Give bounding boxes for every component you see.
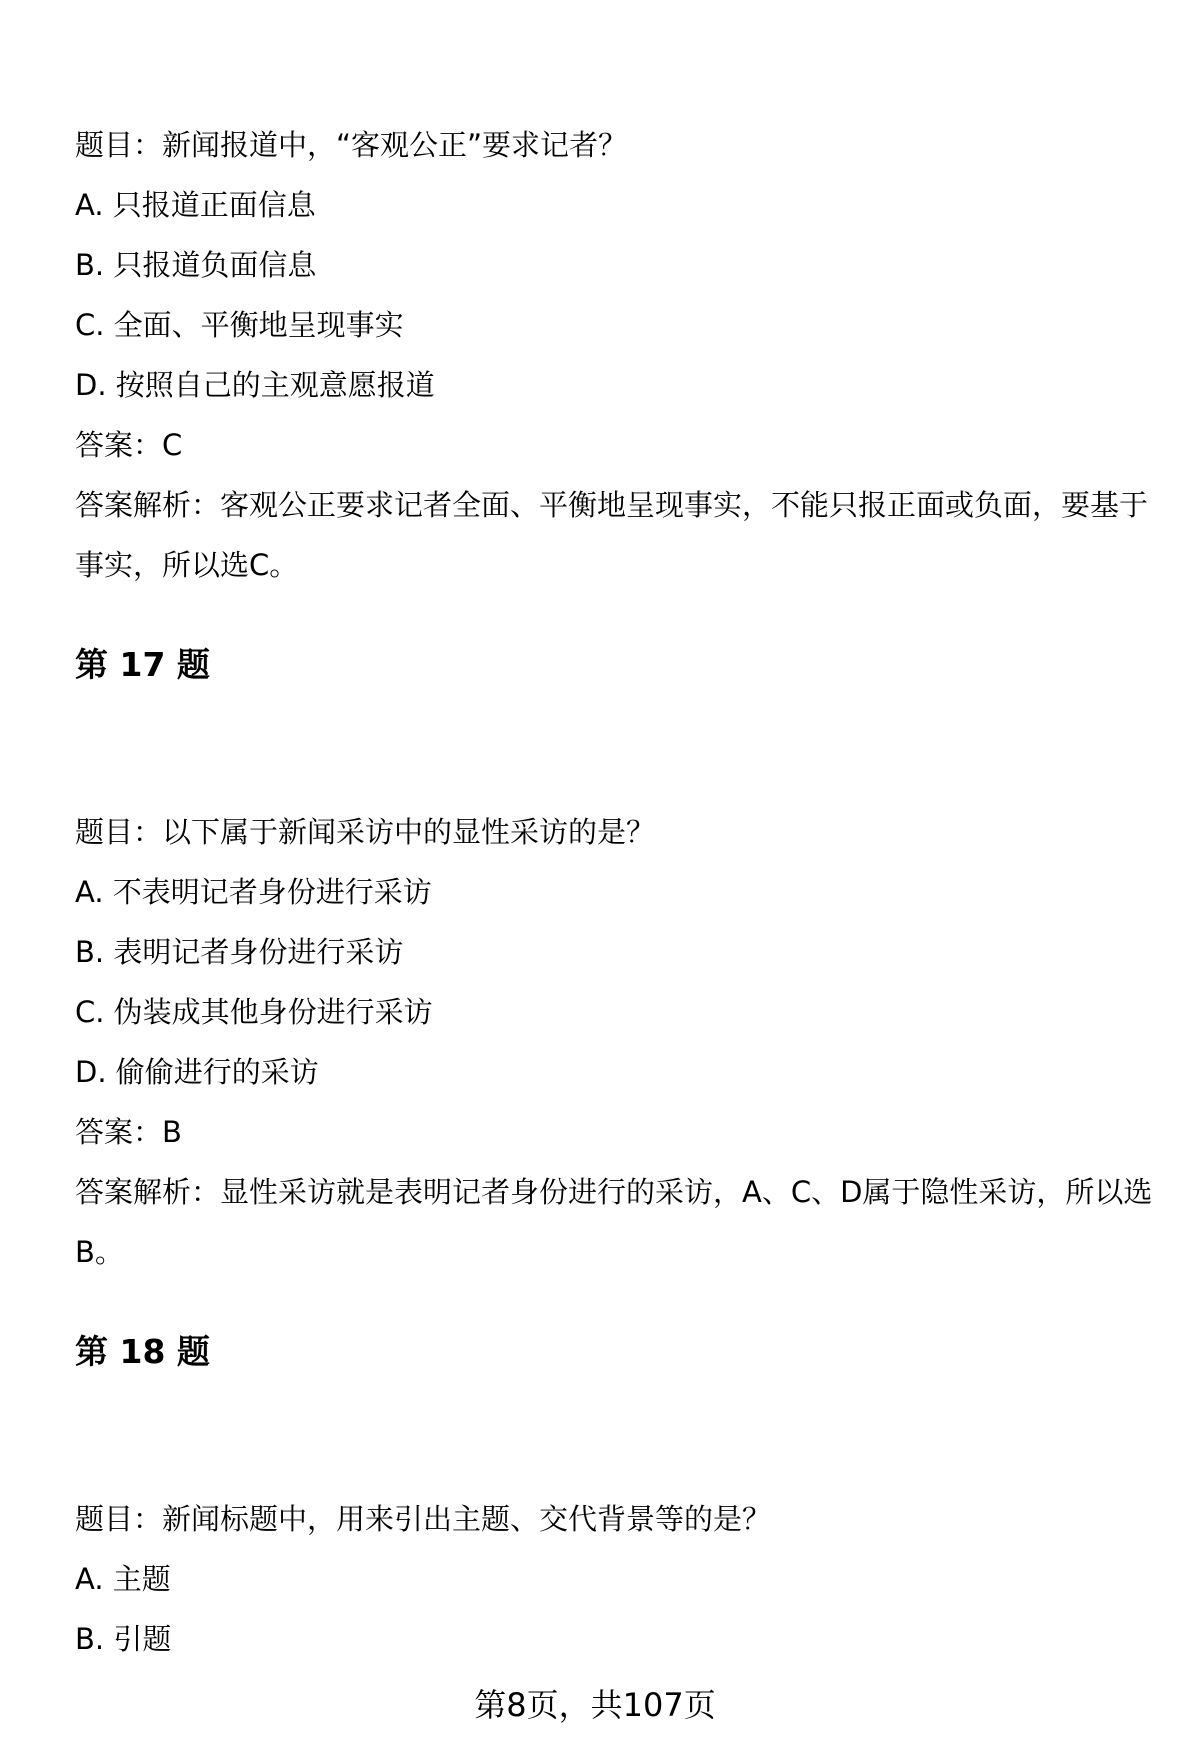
option-d: D. 按照自己的主观意愿报道 bbox=[75, 368, 435, 402]
answer-analysis: 答案解析：显性采访就是表明记者身份进行的采访，A、C、D属于隐性采访，所以选B。 bbox=[75, 1175, 1153, 1269]
option-b: B. 只报道负面信息 bbox=[75, 248, 317, 282]
option-a: A. 主题 bbox=[75, 1562, 171, 1596]
question-heading: 第 18 题 bbox=[75, 1332, 210, 1371]
answer: 答案：B bbox=[75, 1115, 182, 1149]
question-text: 题目：新闻报道中，“客观公正”要求记者？ bbox=[75, 128, 628, 162]
option-b: B. 表明记者身份进行采访 bbox=[75, 935, 404, 969]
option-b: B. 引题 bbox=[75, 1622, 172, 1656]
question-heading: 第 17 题 bbox=[75, 645, 210, 684]
question-text: 题目：新闻标题中，用来引出主题、交代背景等的是？ bbox=[75, 1502, 772, 1536]
answer-analysis: 答案解析：客观公正要求记者全面、平衡地呈现事实，不能只报正面或负面，要基于事实，所以选C。 bbox=[75, 488, 1149, 582]
question-16 bbox=[75, 115, 1165, 595]
page-content bbox=[75, 115, 1165, 1669]
page-footer: 第8页，共107页 bbox=[474, 1686, 716, 1724]
question-text: 题目：以下属于新闻采访中的显性采访的是？ bbox=[75, 815, 656, 849]
option-c: C. 伪装成其他身份进行采访 bbox=[75, 995, 433, 1029]
question-17 bbox=[75, 635, 1165, 1282]
option-a: A. 不表明记者身份进行采访 bbox=[75, 875, 432, 909]
option-c: C. 全面、平衡地呈现事实 bbox=[75, 308, 404, 342]
answer: 答案：C bbox=[75, 428, 183, 462]
option-a: A. 只报道正面信息 bbox=[75, 188, 316, 222]
question-18 bbox=[75, 1322, 1165, 1669]
option-d: D. 偷偷进行的采访 bbox=[75, 1055, 319, 1089]
